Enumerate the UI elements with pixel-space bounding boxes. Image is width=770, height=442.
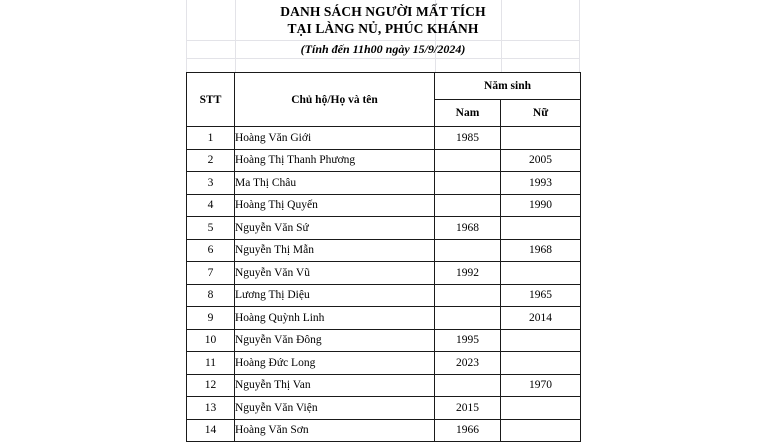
table-row — [187, 239, 581, 262]
cell-stt: 7 — [187, 262, 235, 285]
cell-female: 1968 — [501, 239, 581, 262]
cell-name: Nguyễn Văn Sứ — [235, 217, 435, 240]
column-header-stt: STT — [187, 73, 235, 127]
table-row — [187, 419, 581, 442]
cell-name: Ma Thị Châu — [235, 172, 435, 195]
document-title — [186, 0, 580, 40]
column-header-name: Chủ hộ/Họ và tên — [235, 73, 435, 127]
table-header — [187, 73, 581, 127]
cell-name: Nguyễn Thị Van — [235, 374, 435, 397]
table-row — [187, 172, 581, 195]
cell-female: 1990 — [501, 194, 581, 217]
table-row — [187, 307, 581, 330]
cell-female — [501, 419, 581, 442]
table-header-row-primary — [187, 73, 581, 100]
table-row — [187, 262, 581, 285]
table-row — [187, 127, 581, 150]
cell-stt: 12 — [187, 374, 235, 397]
cell-name: Hoàng Văn Giới — [235, 127, 435, 150]
table-row — [187, 149, 581, 172]
cell-male — [435, 374, 501, 397]
title-line-1: DANH SÁCH NGƯỜI MẤT TÍCH — [280, 4, 486, 19]
title-line-2: TẠI LÀNG NỦ, PHÚC KHÁNH — [287, 21, 479, 36]
cell-male: 2023 — [435, 352, 501, 375]
cell-stt: 5 — [187, 217, 235, 240]
table-row — [187, 374, 581, 397]
cell-stt: 3 — [187, 172, 235, 195]
cell-male — [435, 194, 501, 217]
cell-female: 2014 — [501, 307, 581, 330]
cell-female — [501, 329, 581, 352]
cell-male: 2015 — [435, 397, 501, 420]
cell-stt: 6 — [187, 239, 235, 262]
cell-stt: 2 — [187, 149, 235, 172]
cell-male — [435, 239, 501, 262]
cell-name: Hoàng Quỳnh Linh — [235, 307, 435, 330]
table-row — [187, 352, 581, 375]
cell-stt: 10 — [187, 329, 235, 352]
cell-female — [501, 262, 581, 285]
table-row — [187, 284, 581, 307]
cell-name: Hoàng Thị Quyến — [235, 194, 435, 217]
cell-female — [501, 127, 581, 150]
cell-name: Nguyễn Thị Mẫn — [235, 239, 435, 262]
cell-name: Nguyễn Văn Đông — [235, 329, 435, 352]
cell-stt: 9 — [187, 307, 235, 330]
cell-stt: 13 — [187, 397, 235, 420]
cell-male: 1995 — [435, 329, 501, 352]
table-row — [187, 397, 581, 420]
cell-name: Hoàng Đức Long — [235, 352, 435, 375]
cell-female: 1965 — [501, 284, 581, 307]
cell-male: 1966 — [435, 419, 501, 442]
grid-row — [187, 58, 579, 73]
cell-name: Hoàng Văn Sơn — [235, 419, 435, 442]
cell-female — [501, 397, 581, 420]
cell-male — [435, 149, 501, 172]
cell-stt: 1 — [187, 127, 235, 150]
column-header-birth-year: Năm sinh — [435, 73, 581, 100]
cell-female: 2005 — [501, 149, 581, 172]
column-header-male: Nam — [435, 100, 501, 127]
cell-male: 1985 — [435, 127, 501, 150]
cell-female: 1970 — [501, 374, 581, 397]
cell-name: Nguyễn Văn Vũ — [235, 262, 435, 285]
table-row — [187, 329, 581, 352]
cell-stt: 4 — [187, 194, 235, 217]
missing-persons-table — [186, 72, 581, 442]
cell-male — [435, 284, 501, 307]
cell-stt: 11 — [187, 352, 235, 375]
cell-stt: 14 — [187, 419, 235, 442]
cell-name: Hoàng Thị Thanh Phương — [235, 149, 435, 172]
column-header-female: Nữ — [501, 100, 581, 127]
cell-name: Lương Thị Diệu — [235, 284, 435, 307]
cell-female: 1993 — [501, 172, 581, 195]
cell-female — [501, 217, 581, 240]
cell-male: 1992 — [435, 262, 501, 285]
cell-stt: 8 — [187, 284, 235, 307]
cell-male — [435, 172, 501, 195]
cell-name: Nguyễn Văn Viện — [235, 397, 435, 420]
cell-male — [435, 307, 501, 330]
cell-male: 1968 — [435, 217, 501, 240]
document-subtitle: (Tính đến 11h00 ngày 15/9/2024) — [300, 41, 466, 56]
table-body — [187, 127, 581, 442]
cell-female — [501, 352, 581, 375]
table-row — [187, 217, 581, 240]
table-row — [187, 194, 581, 217]
